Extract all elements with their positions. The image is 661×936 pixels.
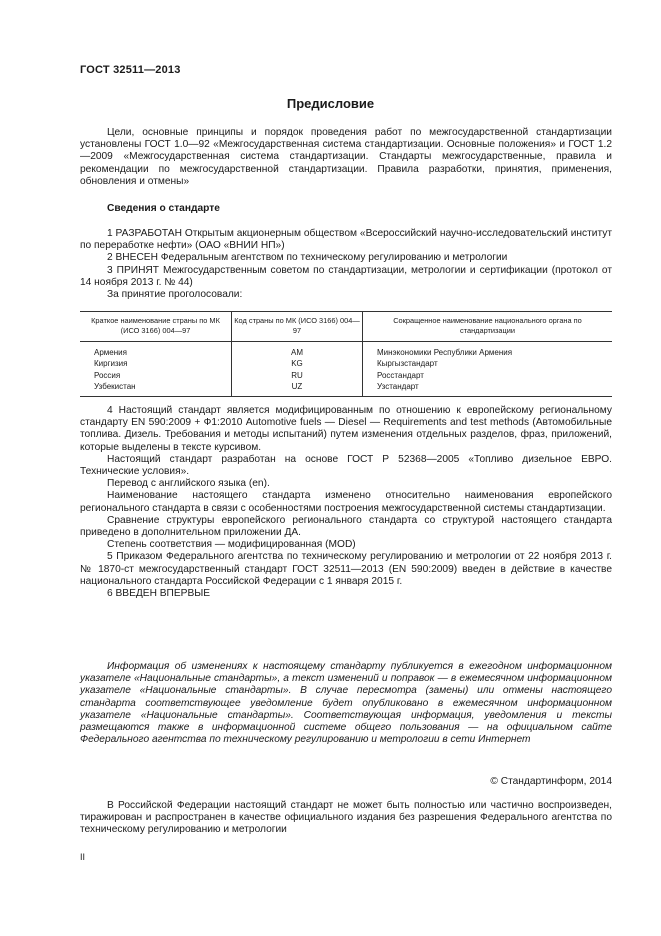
- section-subtitle: Сведения о стандарте: [107, 203, 220, 214]
- body-cell: Кыргызстандарт: [363, 358, 613, 369]
- item-first-introduced: 6 ВВЕДЕН ВПЕРВЫЕ: [107, 588, 211, 600]
- items-section: [80, 228, 612, 301]
- code-cell: RU: [232, 370, 363, 381]
- item-adopted: 3 ПРИНЯТ Межгосударственным советом по стандартизации, метрологии и сертификации (протокол от 14 ноября 2013 г. № 44): [80, 264, 612, 288]
- item-order: 5 Приказом Федерального агентства по техническому регулированию и метрологии от 22 ноября 2013 г. № 1870-ст межгосударственный стандарт ГОСТ 32511—2013 (EN 590:2009) введен в действие в качестве национального стандарта Российской Федерации с 1 января 2015 г.: [80, 551, 612, 587]
- country-cell: Армения: [94, 348, 127, 357]
- body-cell: Росстандарт: [363, 370, 613, 381]
- conformity-paragraph: Степень соответствия — модифицированная (MOD): [107, 539, 356, 551]
- table-row: [80, 342, 612, 359]
- reproduction-paragraph: В Российской Федерации настоящий стандарт не может быть полностью или частично воспроизведен, тиражирован и распространен в качестве официального издания без разрешения Федерального агентства по техническому регулированию и метрологии: [80, 800, 612, 836]
- item-developed: 1 РАЗРАБОТАН Открытым акционерным обществом «Всероссийский научно-исследовательский институт по переработке нефти» (ОАО «ВНИИ НП»): [80, 228, 612, 252]
- code-cell: KG: [232, 358, 363, 369]
- name-change-paragraph: Наименование настоящего стандарта изменено относительно наименования европейского регионального стандарта в связи с особенностями построения межгосударственной системы стандартизации.: [80, 490, 612, 514]
- column-header-code: Код страны по МК (ИСО 3166) 004—97: [232, 312, 363, 342]
- item-submitted: 2 ВНЕСЕН Федеральным агентством по техническому регулированию и метрологии: [107, 252, 508, 264]
- page-number: II: [80, 852, 86, 862]
- country-cell: Киргизия: [94, 359, 128, 369]
- body-cell: Узстандарт: [363, 381, 613, 396]
- table-row: [80, 370, 612, 381]
- intro-section: [80, 127, 612, 188]
- voted-label: За принятие проголосовали:: [107, 289, 243, 301]
- table-row: [80, 358, 612, 369]
- translation-paragraph: Перевод с английского языка (en).: [107, 478, 270, 490]
- voting-states-table: [80, 311, 612, 397]
- change-info-block: [80, 661, 612, 746]
- country-cell: Узбекистан: [80, 381, 232, 396]
- column-header-body: Сокращенное наименование национального органа по стандартизации: [363, 312, 613, 342]
- reproduction-notice: [80, 800, 612, 837]
- column-header-country: Краткое наименование страны по МК (ИСО 3166) 004—97: [80, 312, 232, 342]
- standard-code: ГОСТ 32511—2013: [80, 64, 181, 76]
- intro-paragraph: Цели, основные принципы и порядок проведения работ по межгосударственной стандартизации установлены ГОСТ 1.0—92 «Межгосударственная система стандартизации. Основные положения» и ГОСТ 1.2—2009 «Межгосударственная система стандартизации. Стандарты межгосударственные, правила и рекомендации по межгосударственной стандартизации. Правила разработки, принятия, применения, обновления и отмены»: [80, 127, 612, 187]
- code-cell: AM: [232, 342, 363, 359]
- comparison-paragraph: Сравнение структуры европейского регионального стандарта со структурой настоящего стандарта приведено в дополнительном приложении ДА.: [80, 514, 612, 539]
- country-cell: Россия: [94, 370, 121, 380]
- copyright: © Стандартинформ, 2014: [490, 776, 612, 787]
- item-modified: 4 Настоящий стандарт является модифицированным по отношению к европейскому региональному стандарту EN 590:2009 + Ф1:2010 Automotive fuels — Diesel — Requirements and test methods (Автомобильные топлива. Дизель. Требования и методы испытаний) путем изменения отдельных разделов, фраз, приложений, которые выделены в тексте курсивом.: [80, 405, 612, 453]
- table-row: [80, 381, 612, 396]
- change-info-paragraph: Информация об изменениях к настоящему стандарту публикуется в ежегодном информационном указателе «Национальные стандарты», а текст изменений и поправок — в ежемесячном информационном указателе «Национальные стандарты». В случае пересмотра (замены) или отмены настоящего стандарта соответствующее уведомление будет опубликовано в ежемесячном информационном указателе «Национальные стандарты». Соответствующая информация, уведомления и тексты размещаются также в информационной системе общего пользования — на официальном сайте Федерального агентства по техническому регулированию и метрологии в сети Интернет: [80, 661, 612, 746]
- based-on-paragraph: Настоящий стандарт разработан на основе ГОСТ Р 52368—2005 «Топливо дизельное ЕВРО. Технические условия».: [80, 453, 612, 478]
- page-title: Предисловие: [286, 96, 375, 111]
- code-cell: UZ: [232, 381, 363, 396]
- table-header-row: [80, 312, 612, 342]
- body-cell: Минэкономики Республики Армения: [363, 342, 613, 359]
- more-section: [80, 405, 612, 600]
